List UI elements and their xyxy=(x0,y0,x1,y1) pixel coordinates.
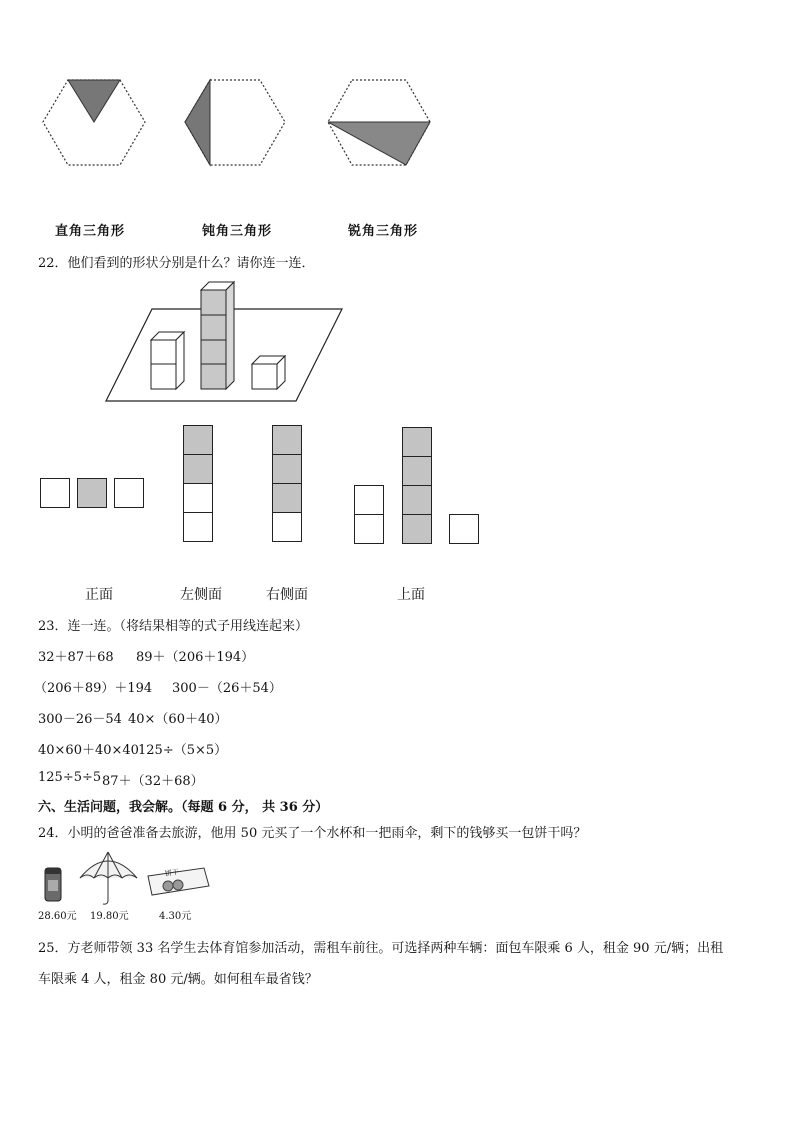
umbrella-icon xyxy=(80,852,137,904)
price-umbrella: 19.80元 xyxy=(90,911,129,922)
expr-left-2[interactable]: （206＋89）＋194 xyxy=(34,681,153,696)
question-23: 23．连一连。（将结果相等的式子用线连起来） xyxy=(38,619,309,634)
question-25-line2: 车限乘 4 人，租金 80 元/辆。如何租车最省钱？ xyxy=(38,972,318,987)
section-heading: 六、生活问题，我会解。（每题 6 分， 共 36 分） xyxy=(38,800,329,815)
triangle-label-acute: 锐角三角形 xyxy=(348,224,419,239)
expr-right-2[interactable]: 300－（26＋54） xyxy=(172,681,282,696)
triangle-label-right: 直角三角形 xyxy=(55,224,126,239)
expr-left-1[interactable]: 32＋87＋68 xyxy=(38,650,114,665)
view-label-right[interactable]: 右侧面 xyxy=(266,587,308,603)
price-cup: 28.60元 xyxy=(38,911,77,922)
expr-left-5[interactable]: 125÷5÷5 xyxy=(38,770,102,785)
expr-left-3[interactable]: 300－26－54 xyxy=(38,712,122,727)
biscuit-pack-label: 饼干 xyxy=(164,868,180,878)
view-label-top[interactable]: 上面 xyxy=(397,587,425,603)
cup-icon xyxy=(45,868,61,901)
expr-right-3[interactable]: 40×（60＋40） xyxy=(128,712,228,727)
view-label-left[interactable]: 左侧面 xyxy=(180,587,222,603)
expr-right-1[interactable]: 89＋（206＋194） xyxy=(136,650,255,665)
question-25-line1: 25．方老师带领 33 名学生去体育馆参加活动，需租车前往。可选择两种车辆：面包车限乘 6 人，租金 90 元/辆；出租 xyxy=(38,941,724,956)
expr-right-5[interactable]: 87＋（32＋68） xyxy=(102,774,204,789)
question-22: 22．他们看到的形状分别是什么？请你连一连． xyxy=(38,256,315,271)
price-biscuit: 4.30元 xyxy=(159,911,192,922)
triangle-label-obtuse: 钝角三角形 xyxy=(202,224,273,239)
question-24: 24．小明的爸爸准备去旅游，他用 50 元买了一个水杯和一把雨伞，剩下的钱够买一包饼干吗？ xyxy=(38,826,587,841)
expr-left-4[interactable]: 40×60＋40×40 xyxy=(38,743,139,758)
expr-right-4[interactable]: 125÷（5×5） xyxy=(138,743,228,758)
view-label-front[interactable]: 正面 xyxy=(85,587,113,603)
